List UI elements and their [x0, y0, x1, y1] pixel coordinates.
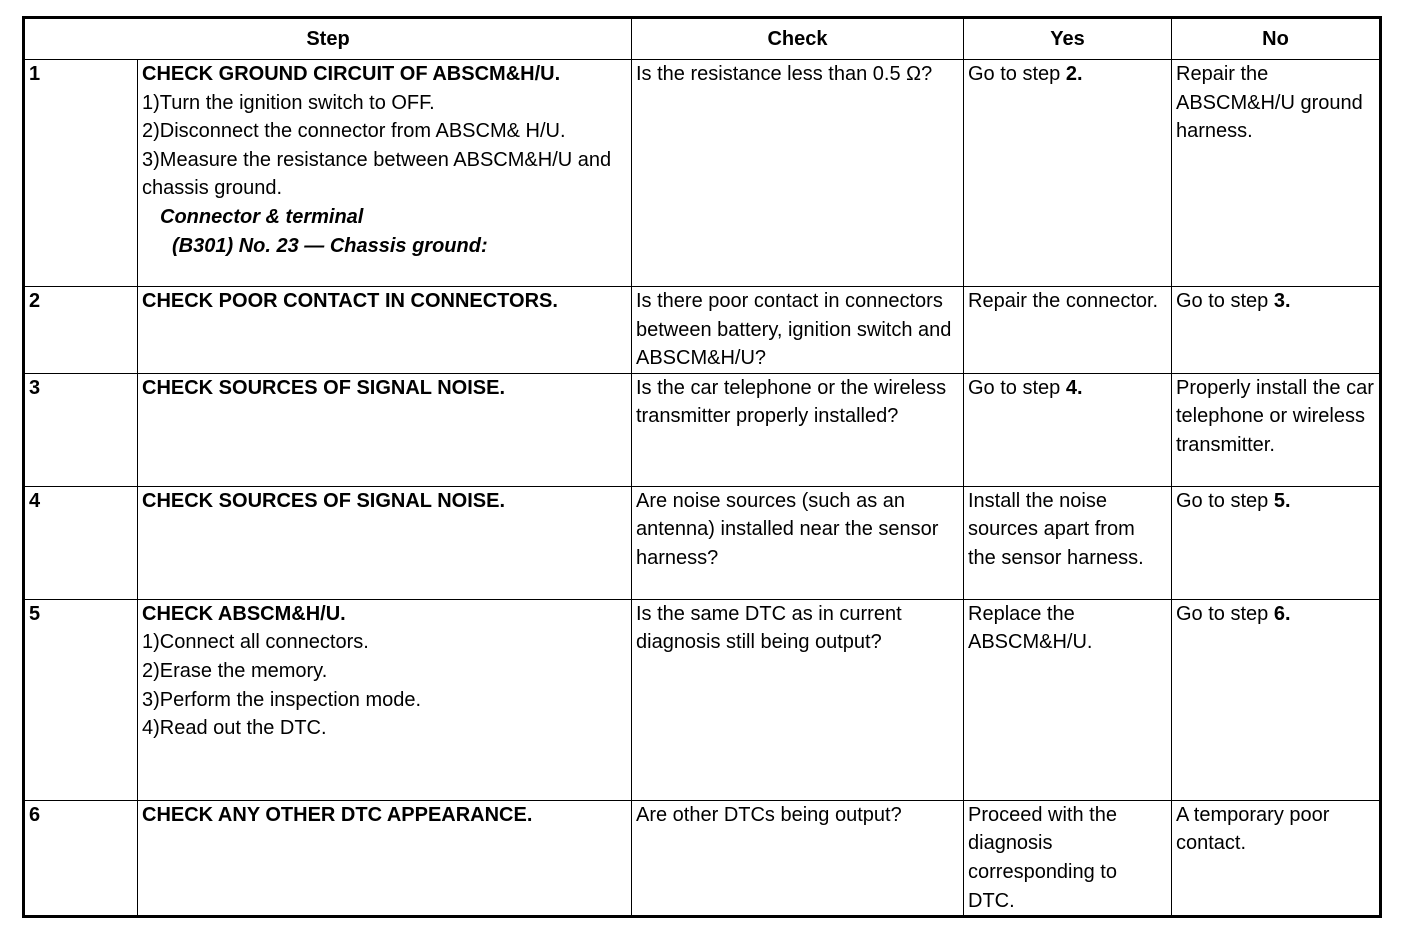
yes-step-ref: 4. [1065, 376, 1083, 399]
substep: 3)Measure the resistance between ABSCM&H/U and chassis ground. [142, 148, 612, 200]
connector-label: Connector & terminal [160, 205, 364, 228]
step-number: 5 [24, 599, 138, 800]
step-number: 6 [24, 800, 138, 916]
yes-cell [964, 373, 1172, 486]
check-cell: Is the resistance less than 0.5 Ω? [632, 60, 964, 287]
check-cell: Are noise sources (such as an antenna) installed near the sensor harness? [632, 486, 964, 599]
no-text: Go to step [1176, 489, 1274, 512]
substep: 1)Connect all connectors. [142, 631, 369, 654]
step-title: CHECK GROUND CIRCUIT OF ABSCM&H/U. [142, 63, 561, 85]
step-title: CHECK SOURCES OF SIGNAL NOISE. [142, 376, 506, 399]
table-row [24, 60, 1381, 287]
no-step-ref: 6. [1273, 602, 1291, 625]
yes-cell [964, 60, 1172, 287]
table-row [24, 599, 1381, 800]
check-cell: Is the same DTC as in current diagnosis still being output? [632, 599, 964, 800]
step-title: CHECK POOR CONTACT IN CONNECTORS. [142, 290, 558, 312]
step-cell [138, 486, 632, 599]
no-cell: Properly install the car telephone or wireless transmitter. [1172, 373, 1381, 486]
substep: 3)Perform the inspection mode. [142, 688, 422, 711]
step-title: CHECK ABSCM&H/U. [142, 602, 346, 625]
step-title: CHECK ANY OTHER DTC APPEARANCE. [142, 803, 533, 826]
table-row [24, 287, 1381, 374]
no-cell [1172, 287, 1381, 374]
check-cell: Are other DTCs being output? [632, 800, 964, 916]
no-text: Go to step [1176, 290, 1274, 312]
table-row [24, 800, 1381, 916]
no-cell [1172, 486, 1381, 599]
no-cell: Repair the ABSCM&H/U ground harness. [1172, 60, 1381, 287]
step-number: 3 [24, 373, 138, 486]
step-cell [138, 287, 632, 374]
step-number: 4 [24, 486, 138, 599]
diagnostic-table [22, 16, 1382, 918]
step-number: 1 [24, 60, 138, 287]
yes-cell: Proceed with the diagnosis corresponding to DTC. [964, 800, 1172, 916]
substep: 1)Turn the ignition switch to OFF. [142, 91, 435, 114]
step-number: 2 [24, 287, 138, 374]
no-cell: A temporary poor contact. [1172, 800, 1381, 916]
table-row [24, 373, 1381, 486]
step-cell [138, 373, 632, 486]
yes-cell: Repair the connector. [964, 287, 1172, 374]
yes-text: Go to step [968, 63, 1066, 85]
substep: 2)Disconnect the connector from ABSCM& H/U. [142, 120, 566, 143]
step-cell [138, 599, 632, 800]
connector-value: (B301) No. 23 — Chassis ground: [172, 234, 488, 257]
step-title: CHECK SOURCES OF SIGNAL NOISE. [142, 489, 506, 512]
header-row [24, 18, 1381, 60]
substep: 2)Erase the memory. [142, 659, 328, 682]
yes-text: Go to step [968, 376, 1066, 399]
step-cell [138, 800, 632, 916]
substep: 4)Read out the DTC. [142, 717, 327, 740]
table-row [24, 486, 1381, 599]
no-step-ref: 5. [1273, 489, 1291, 512]
header-yes: Yes [964, 18, 1172, 60]
header-check: Check [632, 18, 964, 60]
header-step: Step [24, 18, 632, 60]
yes-cell: Replace the ABSCM&H/U. [964, 599, 1172, 800]
yes-step-ref: 2. [1065, 63, 1083, 85]
no-text: Go to step [1176, 602, 1274, 625]
header-no: No [1172, 18, 1381, 60]
check-cell: Is there poor contact in connectors between battery, ignition switch and ABSCM&H/U? [632, 287, 964, 374]
check-cell: Is the car telephone or the wireless transmitter properly installed? [632, 373, 964, 486]
no-step-ref: 3. [1273, 290, 1291, 312]
no-cell [1172, 599, 1381, 800]
step-cell [138, 60, 632, 287]
yes-cell: Install the noise sources apart from the sensor harness. [964, 486, 1172, 599]
